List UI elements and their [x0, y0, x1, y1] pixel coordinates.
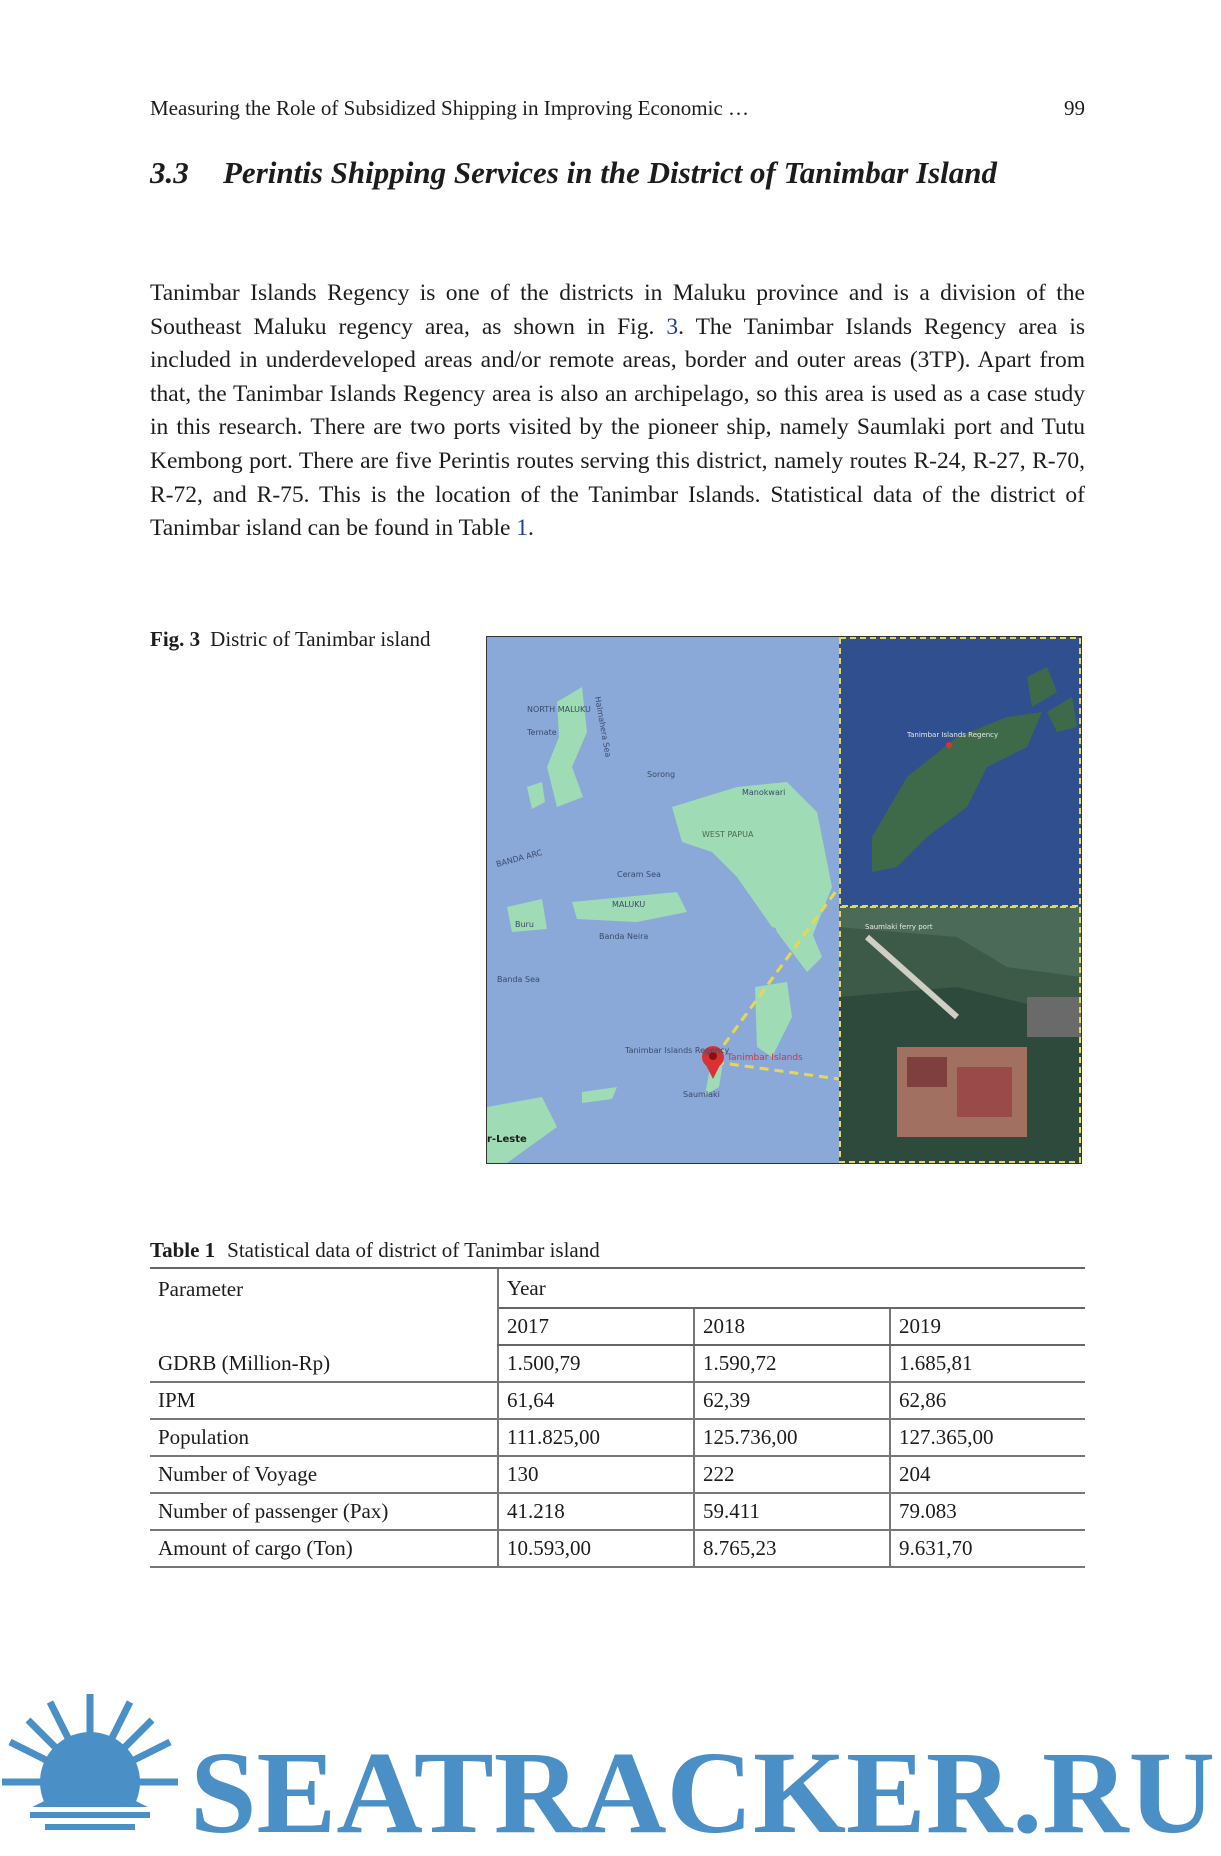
map-label-west-papua: WEST PAPUA — [702, 830, 754, 839]
table-row — [150, 1493, 1085, 1530]
row-value: 61,64 — [498, 1382, 694, 1419]
map-label-banda-arc: BANDA ARC — [495, 848, 544, 869]
header-year-2017: 2017 — [498, 1308, 694, 1345]
map-label-ternate: Ternate — [527, 728, 557, 737]
row-value: 41.218 — [498, 1493, 694, 1530]
paragraph-text-2: . The Tanimbar Islands Regency area is included in underdeveloped areas and/or remote areas, border and outer areas (3TP). Apart from that, the Tanimbar Islands Regency area is also an archipelago, so this area is used as a case study in this research. There are two ports visited by the pioneer ship, namely Saumlaki port and Tutu Kembong port. There are five Perintis routes serving this district, namely routes R-24, R-27, R-70, R-72, and R-75. This is the location of the Tanimbar Islands. Statistical data of the district of Tanimbar island can be found in Table — [150, 313, 1086, 542]
row-value: 222 — [694, 1456, 890, 1493]
map-illustration — [487, 637, 1081, 1163]
table-label: Table 1 — [150, 1238, 216, 1262]
map-label-tanimbar-islands: Tanimbar Islands — [727, 1053, 803, 1063]
watermark-text: SEATRACKER.RU — [190, 1727, 1215, 1851]
section-title: Perintis Shipping Services in the District of Tanimbar Island — [223, 155, 997, 190]
table-row — [150, 1345, 1085, 1382]
running-title: Measuring the Role of Subsidized Shipping in Improving Economic … — [150, 96, 750, 120]
sun-logo-icon — [0, 1694, 180, 1851]
row-parameter: Number of Voyage — [150, 1456, 498, 1493]
watermark-graphic — [0, 1692, 1221, 1851]
row-value: 111.825,00 — [498, 1419, 694, 1456]
row-value: 10.593,00 — [498, 1530, 694, 1567]
row-parameter: GDRB (Million-Rp) — [150, 1345, 498, 1382]
row-value: 8.765,23 — [694, 1530, 890, 1567]
section-number: 3.3 — [150, 155, 189, 190]
table-row — [150, 1530, 1085, 1567]
statistics-table — [150, 1267, 1085, 1568]
row-value: 1.500,79 — [498, 1345, 694, 1382]
body-paragraph — [150, 277, 1085, 546]
map-label-maluku: MALUKU — [612, 900, 646, 909]
watermark — [0, 1692, 1221, 1851]
header-parameter: Parameter — [150, 1268, 498, 1345]
row-value: 62,86 — [890, 1382, 1085, 1419]
map-label-buru: Buru — [515, 920, 534, 929]
map-label-timor-leste: r-Leste — [487, 1134, 527, 1145]
row-value: 1.685,81 — [890, 1345, 1085, 1382]
row-value: 79.083 — [890, 1493, 1085, 1530]
map-label-saumlaki: Saumlaki — [683, 1090, 720, 1099]
row-parameter: IPM — [150, 1382, 498, 1419]
paragraph-text-1: Tanimbar Islands Regency is one of the districts in Maluku province and is a division of the Southeast Maluku regency area, as shown in Fig. — [150, 280, 1085, 340]
map-label-north-maluku: NORTH MALUKU — [527, 705, 591, 714]
figure-reference-link[interactable]: 3 — [666, 313, 679, 340]
row-parameter: Population — [150, 1419, 498, 1456]
map-label-banda-neira: Banda Neira — [599, 932, 649, 941]
figure-caption-text: Distric of Tanimbar island — [210, 627, 431, 651]
row-parameter: Amount of cargo (Ton) — [150, 1530, 498, 1567]
row-value: 130 — [498, 1456, 694, 1493]
map-label-ceram-sea: Ceram Sea — [617, 870, 661, 879]
inset-label-regency: Tanimbar Islands Regency — [907, 731, 999, 739]
row-value: 9.631,70 — [890, 1530, 1085, 1567]
header-year: Year — [498, 1268, 1085, 1308]
inset-satellite-port — [839, 907, 1081, 1163]
map-label-manokwari: Manokwari — [742, 788, 786, 797]
figure-caption — [150, 625, 440, 653]
row-value: 1.590,72 — [694, 1345, 890, 1382]
figure-map — [486, 636, 1082, 1164]
paragraph-text-3: . — [528, 515, 534, 542]
table-caption — [150, 1238, 600, 1263]
map-label-sorong: Sorong — [647, 770, 676, 779]
row-value: 62,39 — [694, 1382, 890, 1419]
inset-label-port: Saumlaki ferry port — [865, 923, 933, 931]
row-value: 59.411 — [694, 1493, 890, 1530]
table-reference-link[interactable]: 1 — [516, 515, 529, 542]
figure-label: Fig. 3 — [150, 627, 201, 651]
header-year-2018: 2018 — [694, 1308, 890, 1345]
table-row — [150, 1382, 1085, 1419]
row-parameter: Number of passenger (Pax) — [150, 1493, 498, 1530]
header-year-2019: 2019 — [890, 1308, 1085, 1345]
table-row — [150, 1419, 1085, 1456]
row-value: 204 — [890, 1456, 1085, 1493]
table-row — [150, 1456, 1085, 1493]
map-label-halmahera-sea: Halmahera Sea — [593, 695, 613, 758]
table-caption-text: Statistical data of district of Tanimbar island — [227, 1238, 600, 1262]
row-value: 127.365,00 — [890, 1419, 1085, 1456]
inset-satellite-islands — [839, 637, 1081, 907]
map-label-tanimbar-regency: Tanimbar Islands Regency — [625, 1046, 730, 1055]
page-number: 99 — [1064, 96, 1085, 120]
row-value: 125.736,00 — [694, 1419, 890, 1456]
map-label-banda-sea: Banda Sea — [497, 975, 540, 984]
table-header-row — [150, 1268, 1085, 1308]
